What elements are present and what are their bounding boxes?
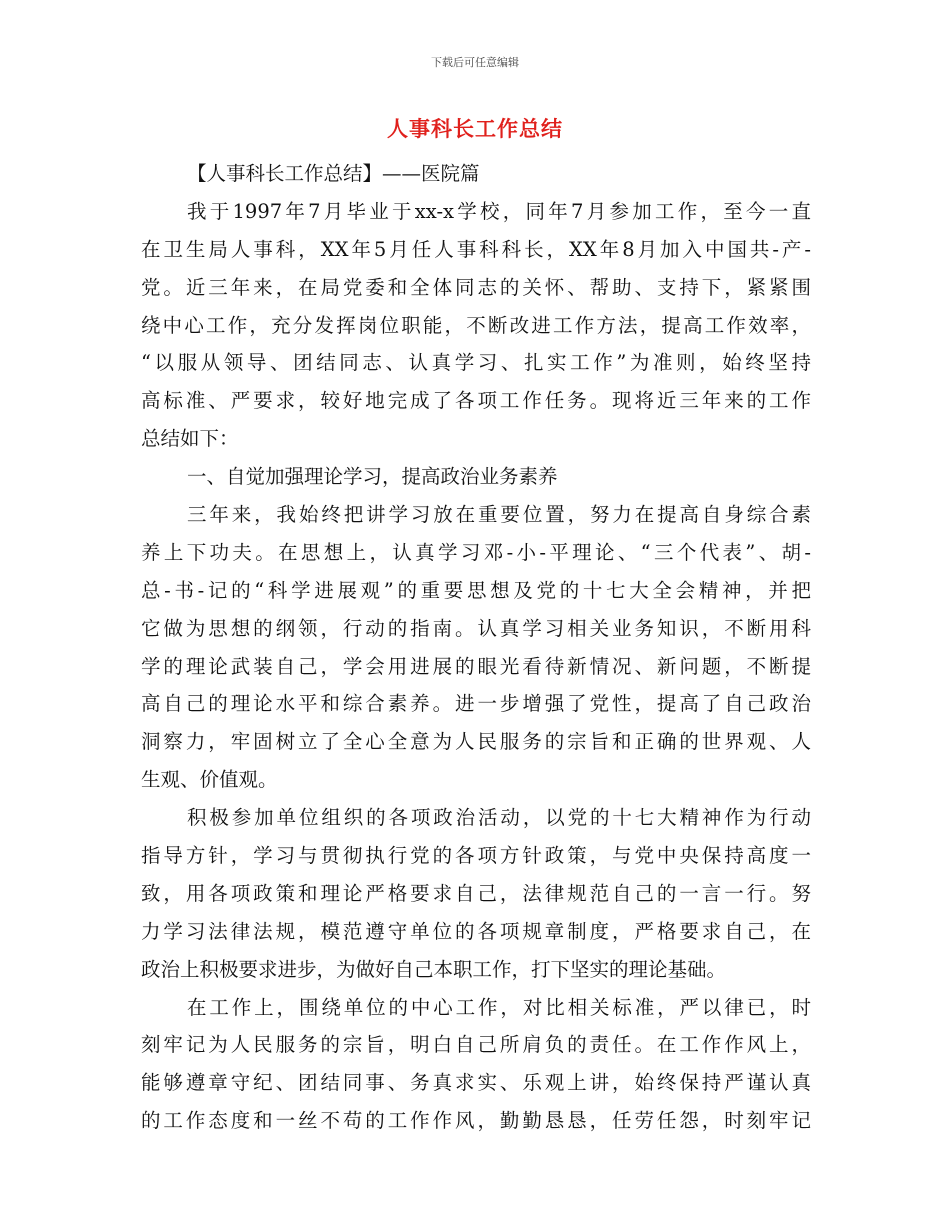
download-note: 下载后可任意编辑	[431, 56, 519, 69]
text-line: 积极参加单位组织的各项政治活动，以党的十七大精神作为行动	[187, 806, 811, 830]
text-line: 绕中心工作，充分发挥岗位职能，不断改进工作方法，提高工作效率，	[141, 313, 811, 337]
text-line: 能够遵章守纪、团结同事、务真求实、乐观上讲，始终保持严谨认真	[141, 1071, 811, 1095]
text-line: 高自己的理论水平和综合素养。进一步增强了党性，提高了自己政治	[141, 692, 811, 716]
text-line: 三年来，我始终把讲学习放在重要位置，努力在提高自身综合素	[187, 503, 811, 527]
text-line: 学的理论武装自己，学会用进展的眼光看待新情况、新问题，不断提	[141, 654, 811, 678]
text-line: 刻牢记为人民服务的宗旨，明白自己所肩负的责任。在工作作风上，	[141, 1033, 811, 1057]
text-line: 党。近三年来，在局党委和全体同志的关怀、帮助、支持下，紧紧围	[141, 275, 811, 299]
text-line: 政治上积极要求进步，为做好自己本职工作，打下坚实的理论基础。	[141, 957, 727, 981]
text-line: 生观、价值观。	[141, 768, 278, 792]
document-body	[141, 155, 811, 1140]
text-line: 一、自觉加强理论学习，提高政治业务素养	[187, 465, 558, 489]
text-line: 力学习法律法规，模范遵守单位的各项规章制度，严格要求自己，在	[141, 919, 811, 943]
text-line: 【人事科长工作总结】——医院篇	[187, 162, 480, 185]
text-line: 致，用各项政策和理论严格要求自己，法律规范自己的一言一行。努	[141, 881, 811, 905]
text-line: “以服从领导、团结同志、认真学习、扎实工作”为准则，始终坚持	[141, 351, 811, 375]
text-line: 在卫生局人事科，XX年5月任人事科科长，XX年8月加入中国共-产-	[141, 237, 811, 261]
text-line: 在工作上，围绕单位的中心工作，对比相关标准，严以律已，时	[187, 995, 811, 1019]
text-line: 洞察力，牢固树立了全心全意为人民服务的宗旨和正确的世界观、人	[141, 730, 811, 754]
text-line: 它做为思想的纲领，行动的指南。认真学习相关业务知识，不断用科	[141, 616, 811, 640]
text-line: 总-书-记的“科学进展观”的重要思想及党的十七大全会精神，并把	[141, 578, 811, 602]
text-line: 我于1997年7月毕业于xx-x学校，同年7月参加工作，至今一直	[187, 199, 811, 223]
text-line: 高标准、严要求，较好地完成了各项工作任务。现将近三年来的工作	[141, 389, 811, 413]
text-line: 指导方针，学习与贯彻执行党的各项方针政策，与党中央保持高度一	[141, 844, 811, 868]
text-line: 的工作态度和一丝不苟的工作作风，勤勤恳恳，任劳任怨，时刻牢记	[141, 1109, 811, 1133]
document-title: 人事科长工作总结	[387, 117, 563, 141]
text-line: 养上下功夫。在思想上，认真学习邓-小-平理论、“三个代表”、胡-	[141, 540, 811, 564]
text-line: 总结如下：	[141, 427, 239, 451]
